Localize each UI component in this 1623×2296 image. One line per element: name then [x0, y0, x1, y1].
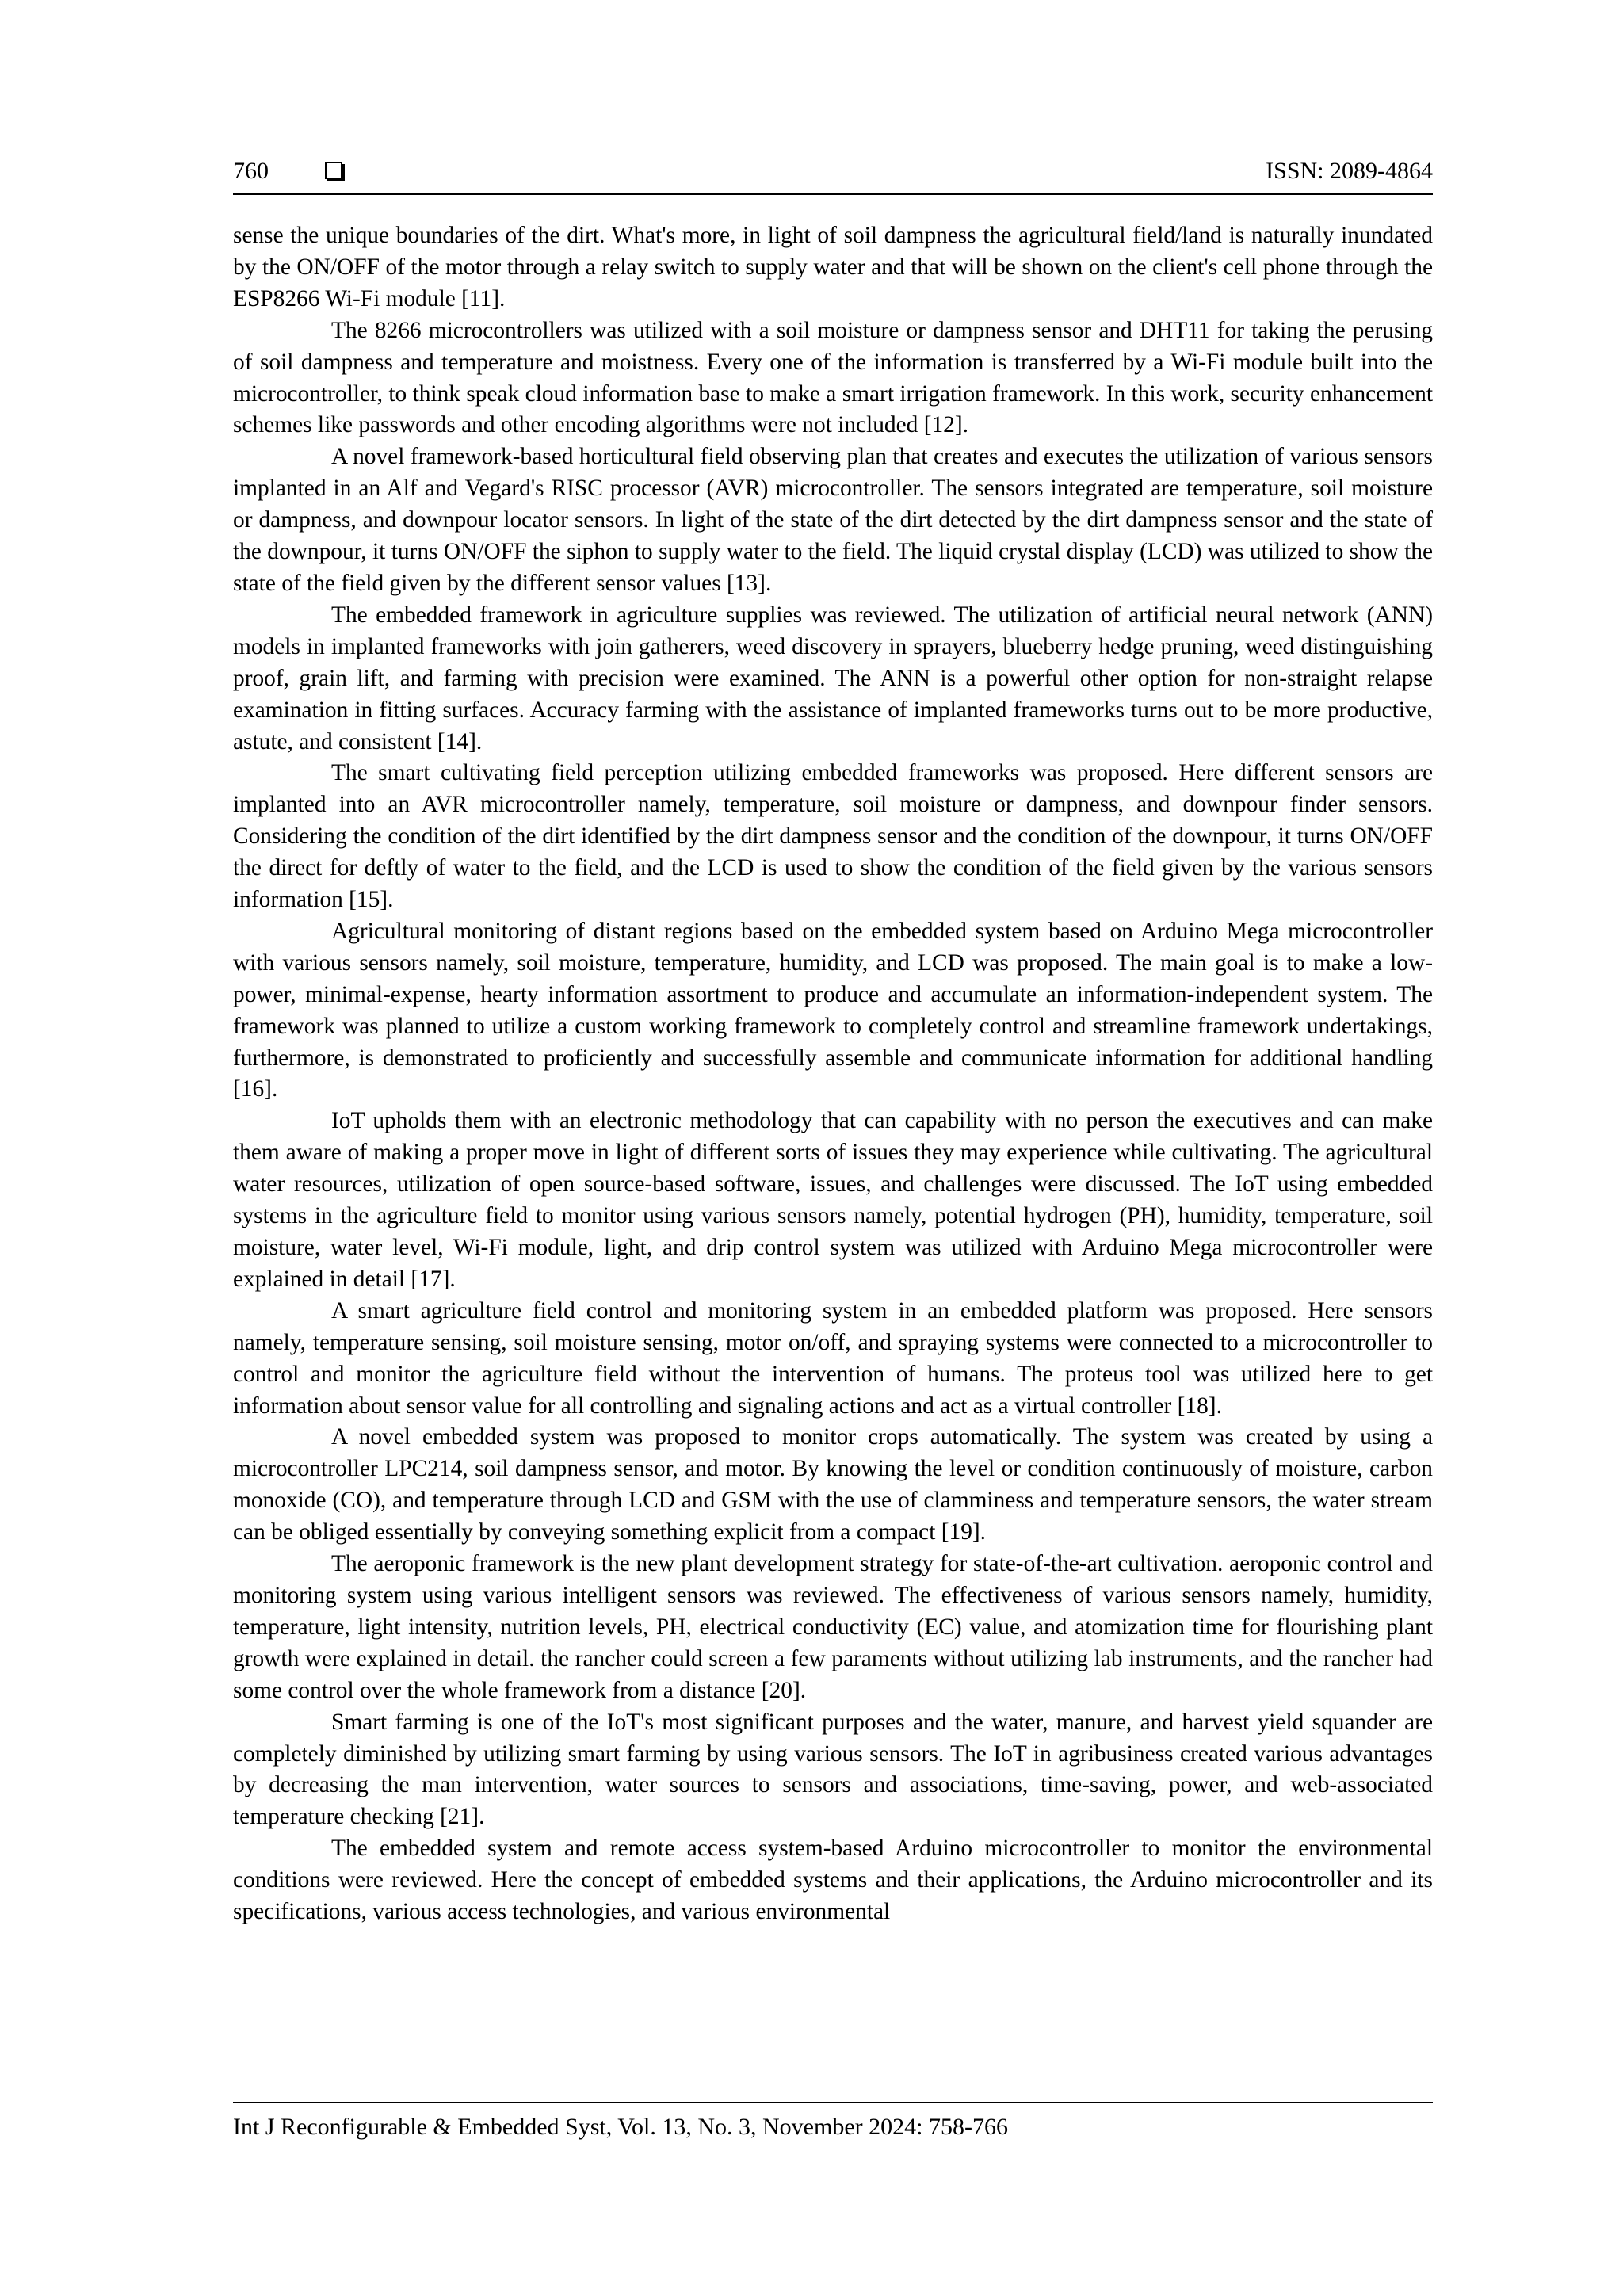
page-header	[233, 155, 1433, 195]
page-footer	[233, 2102, 1433, 2143]
square-box-icon	[325, 162, 342, 179]
paragraph: Smart farming is one of the IoT's most significant purposes and the water, manure, and harvest yield squander are completely diminished by utilizing smart farming by using various sensors. The IoT in agribusiness created various advantages by decreasing the man intervention, water sources to sensors and associations, time-saving, power, and web-associated temperature checking [21].	[233, 1709, 1433, 1830]
paragraph: The aeroponic framework is the new plant development strategy for state-of-the-art cultivation. aeroponic control and monitoring system using various intelligent sensors was reviewed. The effectiveness of various sensors namely, humidity, temperature, light intensity, nutrition levels, PH, electrical conductivity (EC) value, and atomization time for flourishing plant growth were explained in detail. the rancher could screen a few paraments without utilizing lab instruments, and the rancher had some control over the whole framework from a distance [20].	[233, 1551, 1433, 1703]
paragraph: The embedded system and remote access system-based Arduino microcontroller to monitor the environmental conditions were reviewed. Here the concept of embedded systems and their applications, the Arduino microcontroller and its specifications, various access technologies, and various environmental	[233, 1836, 1433, 1925]
paragraph: The embedded framework in agriculture supplies was reviewed. The utilization of artificial neural network (ANN) models in implanted frameworks with join gatherers, weed discovery in sprayers, blueberry hedge pruning, weed distinguishing proof, grain lift, and farming with precision were examined. The ANN is a powerful other option for non-straight relapse examination in fitting surfaces. Accuracy farming with the assistance of implanted frameworks turns out to be more productive, astute, and consistent [14].	[233, 602, 1433, 755]
paragraph: A novel embedded system was proposed to monitor crops automatically. The system was created by using a microcontroller LPC214, soil dampness sensor, and motor. By knowing the level or condition continuously of moisture, carbon monoxide (CO), and temperature through LCD and GSM with the use of clamminess and temperature sensors, the water stream can be obliged essentially by conveying something explicit from a compact [19].	[233, 1424, 1433, 1545]
issn: ISSN: 2089-4864	[1266, 158, 1433, 184]
paragraph: The 8266 microcontrollers was utilized with a soil moisture or dampness sensor and DHT11 for taking the perusing of soil dampness and temperature and moistness. Every one of the information is transferred by a Wi-Fi module built into the microcontroller, to think speak cloud information base to make a smart irrigation framework. In this work, security enhancement schemes like passwords and other encoding algorithms were not included [12].	[233, 317, 1433, 438]
paragraph: Agricultural monitoring of distant regions based on the embedded system based on Arduino Mega microcontroller with various sensors namely, soil moisture, temperature, humidity, and LCD was proposed. The main goal is to make a low-power, minimal-expense, hearty information assortment to produce and accumulate an information-independent system. The framework was planned to utilize a custom working framework to completely control and streamline framework undertakings, furthermore, is demonstrated to proficiently and successfully assemble and communicate information for additional handling [16].	[233, 918, 1433, 1102]
paragraph: A smart agriculture field control and monitoring system in an embedded platform was proposed. Here sensors namely, temperature sensing, soil moisture sensing, motor on/off, and spraying systems were connected to a microcontroller to control and monitor the agriculture field without the intervention of humans. The proteus tool was utilized here to get information about sensor value for all controlling and signaling actions and act as a virtual controller [18].	[233, 1297, 1433, 1419]
page-number: 760	[233, 158, 269, 184]
journal-reference: Int J Reconfigurable & Embedded Syst, Vol. 13, No. 3, November 2024: 758-766	[233, 2114, 1008, 2140]
paragraph: The smart cultivating field perception utilizing embedded frameworks was proposed. Here different sensors are implanted into an AVR microcontroller namely, temperature, soil moisture or dampness, and downpour finder sensors. Considering the condition of the dirt identified by the dirt dampness sensor and the condition of the downpour, it turns ON/OFF the direct for deftly of water to the field, and the LCD is used to show the condition of the field given by the various sensors information [15].	[233, 760, 1433, 913]
paragraph: IoT upholds them with an electronic methodology that can capability with no person the executives and can make them aware of making a proper move in light of different sorts of issues they may experience while cultivating. The agricultural water resources, utilization of open source-based software, issues, and challenges were discussed. The IoT using embedded systems in the agriculture field to monitor using various sensors namely, potential hydrogen (PH), humidity, temperature, soil moisture, water level, Wi-Fi module, light, and drip control system was utilized with Arduino Mega microcontroller were explained in detail [17].	[233, 1108, 1433, 1292]
paragraph: sense the unique boundaries of the dirt. What's more, in light of soil dampness the agricultural field/land is naturally inundated by the ON/OFF of the motor through a relay switch to supply water and that will be shown on the client's cell phone through the ESP8266 Wi-Fi module [11].	[233, 223, 1433, 311]
body-text	[233, 220, 1433, 1928]
paragraph: A novel framework-based horticultural field observing plan that creates and executes the utilization of various sensors implanted in an Alf and Vegard's RISC processor (AVR) microcontroller. The sensors integrated are temperature, soil moisture or dampness, and downpour locator sensors. In light of the state of the dirt detected by the dirt dampness sensor and the state of the downpour, it turns ON/OFF the siphon to supply water to the field. The liquid crystal display (LCD) was utilized to show the state of the field given by the different sensor values [13].	[233, 444, 1433, 596]
